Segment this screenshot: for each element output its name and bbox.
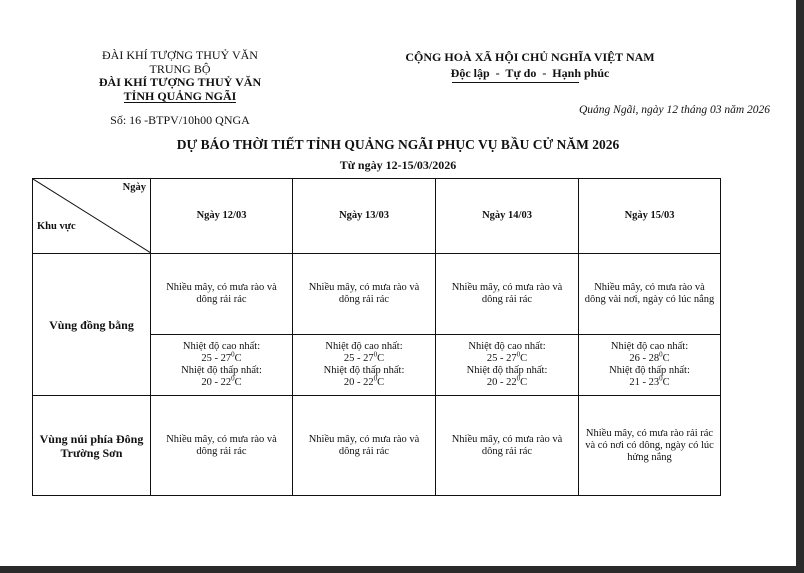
table-row: [33, 254, 721, 335]
temperature-cell: [579, 335, 721, 396]
weather-cell: Nhiều mây, có mưa rào và dông rải rác: [151, 396, 293, 496]
weather-cell: Nhiều mây, có mưa rào và dông rải rác: [151, 254, 293, 335]
motto-underline: [452, 82, 579, 83]
temperature-cell: [293, 335, 436, 396]
table-row: [33, 396, 721, 496]
day-header: Ngày 15/03: [579, 179, 721, 254]
min-temp-value: $20 - 22^0C$: [486, 374, 528, 388]
national-header: [380, 49, 680, 81]
day-axis-label: Ngày: [122, 182, 146, 193]
min-temp-label: Nhiệt độ thấp nhất:: [609, 365, 690, 376]
issuing-agency: [60, 49, 300, 103]
agency-line-1: ĐÀI KHÍ TƯỢNG THUỶ VĂN: [102, 48, 258, 62]
date-range: Từ ngày 12-15/03/2026: [339, 158, 457, 172]
region-cell: Vùng núi phía Đông Trường Sơn: [33, 396, 151, 496]
weather-cell: Nhiều mây, có mưa rào và dông rải rác: [436, 396, 579, 496]
max-temp-value: $26 - 28^0C$: [629, 350, 670, 364]
agency-line-2: TRUNG BỘ: [149, 61, 211, 76]
weather-cell: Nhiều mây, có mưa rào và dông rải rác: [293, 396, 436, 496]
region-cell: Vùng đồng bằng: [33, 254, 151, 396]
max-temp-value: $25 - 27^0C$: [486, 350, 528, 364]
corner-cell: [33, 179, 151, 254]
document-title: DỰ BÁO THỜI TIẾT TỈNH QUẢNG NGÃI PHỤC VỤ BẦU CỬ NĂM 2026: [176, 137, 620, 152]
day-header: Ngày 14/03: [436, 179, 579, 254]
max-temp-label: Nhiệt độ cao nhất:: [325, 341, 403, 352]
max-temp-label: Nhiệt độ cao nhất:: [468, 341, 546, 352]
doc-number: Số: 16 -BTPV/10h00 QNGA: [110, 113, 250, 127]
day-header: Ngày 13/03: [293, 179, 436, 254]
nation-name: CỘNG HOÀ XÃ HỘI CHỦ NGHĨA VIỆT NAM: [405, 50, 655, 64]
region-axis-label: Khu vực: [37, 221, 76, 232]
min-temp-label: Nhiệt độ thấp nhất:: [181, 365, 262, 376]
motto: Độc lập - Tự do - Hạnh phúc: [450, 66, 610, 80]
max-temp-value: $25 - 27^0C$: [201, 350, 242, 364]
weather-cell: Nhiều mây, có mưa rào rải rác và có nơi có dông, ngày có lúc hửng nắng: [579, 396, 721, 496]
agency-line-3: ĐÀI KHÍ TƯỢNG THUỶ VĂN: [98, 75, 262, 89]
min-temp-label: Nhiệt độ thấp nhất:: [466, 365, 548, 376]
min-temp-value: $21 - 23^0C$: [629, 374, 670, 388]
min-temp-label: Nhiệt độ thấp nhất:: [323, 365, 405, 376]
min-temp-value: $20 - 22^0C$: [343, 374, 385, 388]
agency-line-4: TỈNH QUẢNG NGÃI: [123, 88, 237, 103]
max-temp-value: $25 - 27^0C$: [343, 350, 385, 364]
forecast-table: [32, 178, 721, 496]
issue-date: Quảng Ngãi, ngày 12 tháng 03 năm 2026: [578, 104, 770, 116]
min-temp-value: $20 - 22^0C$: [201, 374, 242, 388]
weather-cell: Nhiều mây, có mưa rào và dông vài nơi, ngày có lúc nắng: [579, 254, 721, 335]
temperature-cell: [436, 335, 579, 396]
temperature-cell: [151, 335, 293, 396]
weather-cell: Nhiều mây, có mưa rào và dông rải rác: [293, 254, 436, 335]
weather-cell: Nhiều mây, có mưa rào và dông rải rác: [436, 254, 579, 335]
max-temp-label: Nhiệt độ cao nhất:: [182, 341, 261, 352]
day-header: Ngày 12/03: [151, 179, 293, 254]
max-temp-label: Nhiệt độ cao nhất:: [610, 341, 689, 352]
